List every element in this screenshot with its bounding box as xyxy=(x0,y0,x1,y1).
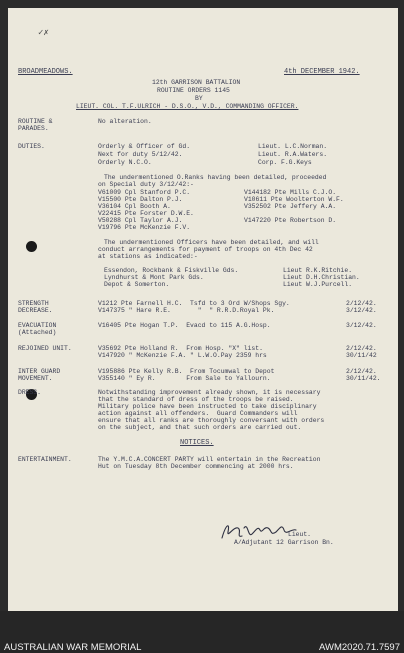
inter-guard-date: 2/12/42. xyxy=(346,368,377,375)
duty-name: Lieut. R.A.Waters. xyxy=(258,151,328,158)
station-officer: Lieut W.J.Purcell. xyxy=(283,281,353,288)
header-unit: 12th GARRISON BATTALION xyxy=(152,79,241,86)
header-orders: ROUTINE ORDERS 1145 xyxy=(157,87,230,94)
duty-role: Next for duty 5/12/42. xyxy=(98,151,183,158)
station-place: Essendon, Rockbank & Fiskville Gds. xyxy=(104,267,239,274)
rank-right: V352502 Pte Jeffery A.A. xyxy=(244,203,337,210)
inter-guard-row: V195886 Pte Kelly R.B. From Tocumwal to Depot xyxy=(98,368,275,375)
station-place: Lyndhurst & Mont Park Gds. xyxy=(104,274,204,281)
station-officer: Lieut R.K.Ritchie. xyxy=(283,267,353,274)
evacuation-row: V16405 Pte Hogan T.P. Evacd to 115 A.G.Hosp. xyxy=(98,322,271,329)
strength-date: 3/12/42. xyxy=(346,307,377,314)
dress-line: on the subject, and that such orders are carried out. xyxy=(98,424,302,431)
rejoined-row: V147920 " McKenzie F.A. " L.W.O.Pay 2359 hrs xyxy=(98,352,267,359)
dress-line: Military police have been instructed to take disciplinary xyxy=(98,403,317,410)
rank-left: V15500 Pte Dalton P.J. xyxy=(98,196,183,203)
rank-left: V61009 Cpl Stanford P.C. xyxy=(98,189,191,196)
footer-institution: AUSTRALIAN WAR MEMORIAL xyxy=(4,642,142,653)
duty-name: Lieut. L.C.Norman. xyxy=(258,143,328,150)
pencil-mark-icon: ✓✗ xyxy=(38,28,49,38)
inter-guard-heading-1: INTER GUARD xyxy=(18,368,61,375)
header-date: 4th DECEMBER 1942. xyxy=(284,68,360,76)
rejoined-row: V35692 Pte Holland R. From Hosp. "X" list. xyxy=(98,345,263,352)
dress-line: ensure that all ranks are thoroughly conversant with orders xyxy=(98,417,325,424)
entertainment-heading: ENTERTAINMENT. xyxy=(18,456,72,463)
evacuation-heading-1: EVACUATION xyxy=(18,322,57,329)
rank-left: V50288 Cpl Taylor A.J. xyxy=(98,217,183,224)
inter-guard-heading-2: MOVEMENT. xyxy=(18,375,53,382)
document-page xyxy=(8,8,398,611)
inter-guard-row: V355140 " Ey R. From Sale to Yallourn. xyxy=(98,375,271,382)
signature-rank: Lieut. xyxy=(288,531,312,538)
entertainment-line: The Y.M.C.A.CONCERT PARTY will entertain in the Recreation xyxy=(98,456,321,463)
rank-right: V147220 Pte Robertson D. xyxy=(244,217,337,224)
rejoined-date: 2/12/42. xyxy=(346,345,377,352)
strength-heading-2: DECREASE. xyxy=(18,307,53,314)
header-by: BY xyxy=(195,95,203,102)
duty-role: Orderly & Officer of Gd. xyxy=(98,143,191,150)
routine-heading-2: PARADES. xyxy=(18,125,49,132)
dress-line: that the standard of dress of the troops be raised. xyxy=(98,396,294,403)
special-duty-intro: on Special duty 3/12/42:- xyxy=(98,181,194,188)
evacuation-date: 3/12/42. xyxy=(346,322,377,329)
rank-left: V19796 Pte McKenzie F.V. xyxy=(98,224,191,231)
rank-right: V144182 Pte Mills C.J.O. xyxy=(244,189,337,196)
rejoined-heading: REJOINED UNIT. xyxy=(18,345,72,352)
duty-role: Orderly N.C.O. xyxy=(98,159,152,166)
rank-left: V36104 Cpl Booth A. xyxy=(98,203,171,210)
strength-heading-1: STRENGTH xyxy=(18,300,49,307)
duties-heading: DUTIES. xyxy=(18,143,45,150)
station-place: Depot & Somerton. xyxy=(104,281,170,288)
officers-intro: The undermentioned Officers have been detailed, and will xyxy=(104,239,319,246)
rank-left: V22415 Pte Forster D.W.E. xyxy=(98,210,194,217)
footer-bar xyxy=(0,611,404,653)
entertainment-line: Hut on Tuesday 8th December commencing at 2000 hrs. xyxy=(98,463,294,470)
header-commanding-officer: LIEUT. COL. T.F.ULRICH - D.S.O., V.D., COMMANDING OFFICER. xyxy=(76,103,299,110)
duty-name: Corp. F.G.Keys xyxy=(258,159,312,166)
inter-guard-date: 30/11/42. xyxy=(346,375,381,382)
routine-heading-1: ROUTINE & xyxy=(18,118,53,125)
routine-text: No alteration. xyxy=(98,118,152,125)
notices-heading: NOTICES. xyxy=(180,439,214,447)
strength-date: 2/12/42. xyxy=(346,300,377,307)
dress-heading: DRESS. xyxy=(18,389,42,396)
header-place: BROADMEADOWS. xyxy=(18,68,73,76)
special-duty-intro: The undermentioned O.Ranks having been detailed, proceeded xyxy=(104,174,327,181)
dress-line: Notwithstanding improvement already shown, it is necessary xyxy=(98,389,321,396)
evacuation-heading-2: (Attached) xyxy=(18,329,57,336)
signature-title: A/Adjutant 12 Garrison Bn. xyxy=(234,539,334,546)
dress-line: action against all offenders. Guard Commanders will xyxy=(98,410,298,417)
rank-right: V10611 Pte Woolterton W.F. xyxy=(244,196,344,203)
strength-row: V147375 " Hare R.E. " " R.R.D.Royal Pk. xyxy=(98,307,275,314)
officers-intro: conduct arrangements for payment of troops on 4th Dec 42 xyxy=(98,246,313,253)
rejoined-date: 30/11/42 xyxy=(346,352,377,359)
footer-catalogue-number: AWM2020.71.7597 xyxy=(319,642,400,653)
punch-hole-top-icon xyxy=(26,241,37,252)
officers-intro: at stations as indicated:- xyxy=(98,253,198,260)
station-officer: Lieut D.H.Christian. xyxy=(283,274,360,281)
strength-row: V1212 Pte Farnell H.C. Tsfd to 3 Ord W/Shops Sgy. xyxy=(98,300,290,307)
